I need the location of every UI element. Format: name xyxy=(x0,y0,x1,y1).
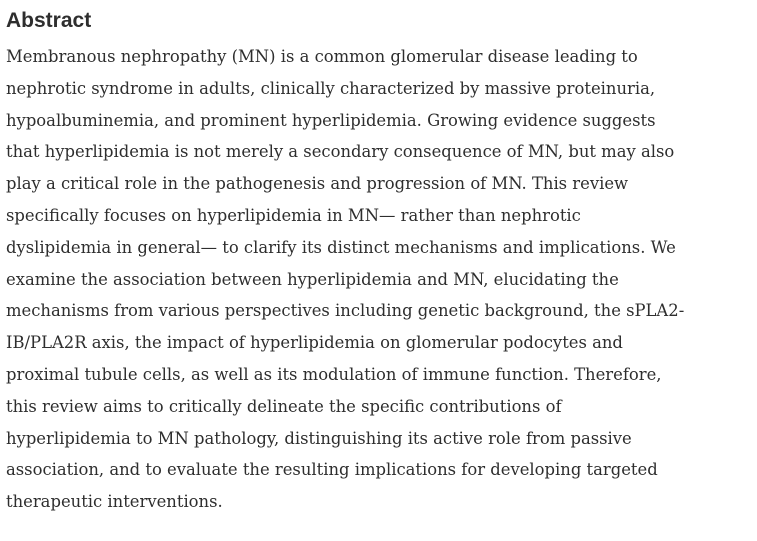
abstract-line: mechanisms from various perspectives including genetic background, the sPLA2- xyxy=(6,301,685,321)
abstract-line: that hyperlipidemia is not merely a secondary consequence of MN, but may also xyxy=(6,142,675,162)
abstract-body xyxy=(6,41,754,518)
abstract-line: nephrotic syndrome in adults, clinically characterized by massive proteinuria, xyxy=(6,78,656,98)
abstract-heading: Abstract xyxy=(6,9,92,32)
abstract-line: Membranous nephropathy (MN) is a common glomerular disease leading to xyxy=(6,47,638,66)
abstract-line: IB/PLA2R axis, the impact of hyperlipidemia on glomerular podocytes and xyxy=(6,333,623,353)
abstract-line: dyslipidemia in general— to clarify its distinct mechanisms and implications. We xyxy=(6,237,676,257)
abstract-line: hypoalbuminemia, and prominent hyperlipidemia. Growing evidence suggests xyxy=(6,110,656,130)
abstract-line: examine the association between hyperlipidemia and MN, elucidating the xyxy=(6,269,619,289)
abstract-line: therapeutic interventions. xyxy=(6,492,223,512)
abstract-line: proximal tubule cells, as well as its modulation of immune function. Therefore, xyxy=(6,364,662,384)
abstract-section xyxy=(6,6,754,518)
abstract-line: specifically focuses on hyperlipidemia in MN— rather than nephrotic xyxy=(6,205,581,225)
abstract-line: hyperlipidemia to MN pathology, distinguishing its active role from passive xyxy=(6,428,632,448)
abstract-line: this review aims to critically delineate the specific contributions of xyxy=(6,396,562,416)
abstract-line: play a critical role in the pathogenesis and progression of MN. This review xyxy=(6,174,629,194)
abstract-line: association, and to evaluate the resulting implications for developing targeted xyxy=(6,460,658,480)
